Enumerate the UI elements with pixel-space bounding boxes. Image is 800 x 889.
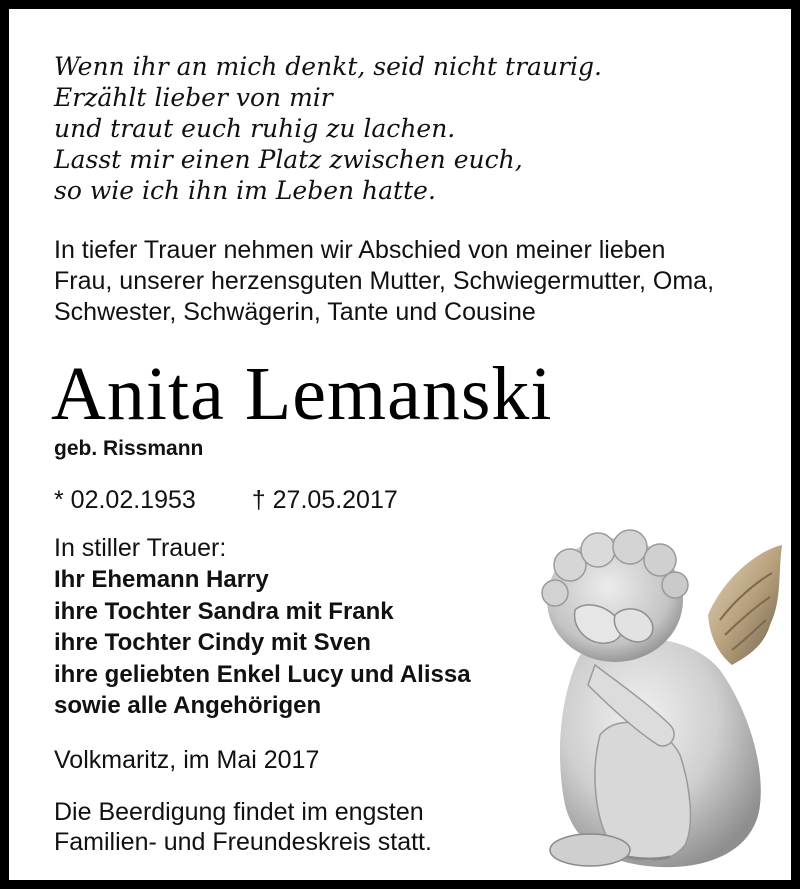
mourners-list [54, 564, 471, 722]
intro-line: In tiefer Trauer nehmen wir Abschied von meiner lieben [54, 236, 666, 264]
angel-statue-image [520, 505, 790, 877]
funeral-line: Die Beerdigung findet im engsten [54, 798, 424, 826]
wing-shape [708, 545, 782, 665]
poem-line: Wenn ihr an mich denkt, seid nicht traurig. [54, 52, 602, 81]
poem-line: Erzählt lieber von mir [54, 83, 333, 112]
mourner-line: ihre Tochter Sandra mit Frank [54, 597, 394, 625]
mourning-label: In stiller Trauer: [54, 534, 227, 562]
place-date: Volkmaritz, im Mai 2017 [54, 746, 320, 774]
funeral-notice [54, 797, 432, 857]
intro-text [54, 235, 774, 328]
poem-line: so wie ich ihn im Leben hatte. [54, 176, 436, 205]
deceased-name: Anita Lemanski [51, 352, 553, 436]
poem-line: und traut euch ruhig zu lachen. [54, 114, 456, 143]
maiden-name: geb. Rissmann [54, 437, 204, 460]
birth-date: * 02.02.1953 [54, 486, 196, 514]
poem [54, 51, 602, 206]
death-date: † 27.05.2017 [251, 486, 398, 514]
intro-line: Schwester, Schwägerin, Tante und Cousine [54, 298, 536, 326]
poem-line: Lasst mir einen Platz zwischen euch, [54, 145, 523, 174]
mourner-line: Ihr Ehemann Harry [54, 566, 269, 593]
intro-line: Frau, unserer herzensguten Mutter, Schwiegermutter, Oma, [54, 267, 715, 295]
funeral-line: Familien- und Freundeskreis statt. [54, 828, 432, 856]
life-dates [54, 485, 398, 515]
mourner-line: ihre Tochter Cindy mit Sven [54, 629, 371, 656]
mourner-line: ihre geliebten Enkel Lucy und Alissa [54, 660, 471, 688]
mourner-line: sowie alle Angehörigen [54, 692, 322, 719]
